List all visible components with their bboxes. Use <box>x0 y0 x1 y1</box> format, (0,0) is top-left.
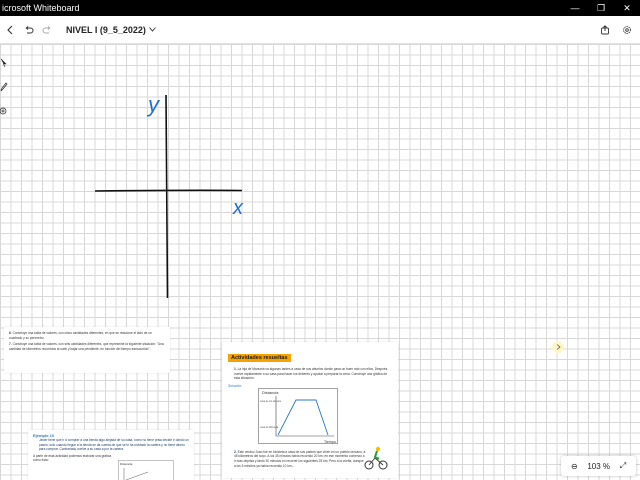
y-axis-line <box>166 95 168 298</box>
example-graph-label: Distancia <box>120 462 133 466</box>
graph-xlabel: Tiempo <box>324 439 336 444</box>
chevron-right-icon <box>556 344 561 350</box>
graph-ylabel: Distancia <box>262 389 279 395</box>
canvas-nav-marker[interactable] <box>552 341 564 353</box>
zoom-level[interactable]: 103 % <box>587 461 610 471</box>
doc-left-item-6: 6. Construye una tabla de valores, con cinco cantidades diferentes, en que se relacione el lado de un cuadrado y su perímetro. <box>9 331 152 340</box>
pasted-document-left[interactable] <box>4 327 170 373</box>
pasted-document-bottom-left[interactable] <box>28 430 194 480</box>
graph-sub2: casa de Manuela <box>260 425 279 429</box>
solution-label: Solución: <box>228 383 242 388</box>
doc-left-item-7: 7. Construye una tabla de valores, con seis cantidades diferentes, que represente la siguiente situación: "Una cantidad de kilómetros recorridos al subir y bajar una pendiente, en función del tiempo transcurrido". <box>9 342 164 351</box>
example-text: Javier tiene que ir a comprar a una tienda algo alejada de su casa, como no tiene prisa decide ir dando un paseo; sólo cuando llegue a la tienda se da cuenta de que se le ha olvidado la cartera y no tiene dinero para comprar. Contrariado vuelve a su casa a por la cartera. <box>39 438 189 452</box>
cyclist-icon <box>364 445 388 471</box>
minimize-button[interactable]: — <box>570 3 580 13</box>
zoom-bar <box>561 456 636 476</box>
zoom-out-icon[interactable]: ⊖ <box>570 461 578 471</box>
example-text-2: A partir de esta actividad podemos elaborar una gráfica como ésta: <box>33 453 112 463</box>
fit-screen-icon[interactable]: ⤢ <box>619 461 627 470</box>
x-axis-line <box>95 190 242 191</box>
example-graph <box>118 460 174 480</box>
example-label: Ejemplo 10 <box>33 433 55 438</box>
distance-time-graph <box>258 388 338 444</box>
activity-1: 1. La hija de Manuela va algunas tardes a casa de sus abuelos donde pasa un buen rato con ellos. Después vuelve rápidamente a su casa para hacer los deberes y ayudar a preparar la cena. Construye una gráfica de esta situación. <box>234 367 388 381</box>
y-axis-label: y <box>148 92 159 117</box>
board-title-text: NIVEL I (9_5_2022) <box>66 24 146 35</box>
activity-2: 2. Este verano Juan fue en bicicleta a casa de sus padres que viven en un pueblo cercano, a 45 kilómetros del suyo. A los 35 minutos había recorrido 20 km; en ese momento comenzó a ir más deprisa y tardó 30 minutos en recorrer los siguientes 25 km. Pero a la vuelta, aunque a los 5 minutos ya había recorrido 10 km... <box>234 449 366 468</box>
graph-sub1: casa de los abuelos <box>260 399 282 403</box>
close-button[interactable]: ✕ <box>623 2 631 13</box>
restore-button[interactable]: ❐ <box>596 2 606 13</box>
activities-title: Actividades resueltas <box>228 354 291 362</box>
x-axis-label: x <box>233 197 243 219</box>
pasted-document-center[interactable] <box>222 342 398 478</box>
window-title: icrosoft Whiteboard <box>2 3 80 13</box>
